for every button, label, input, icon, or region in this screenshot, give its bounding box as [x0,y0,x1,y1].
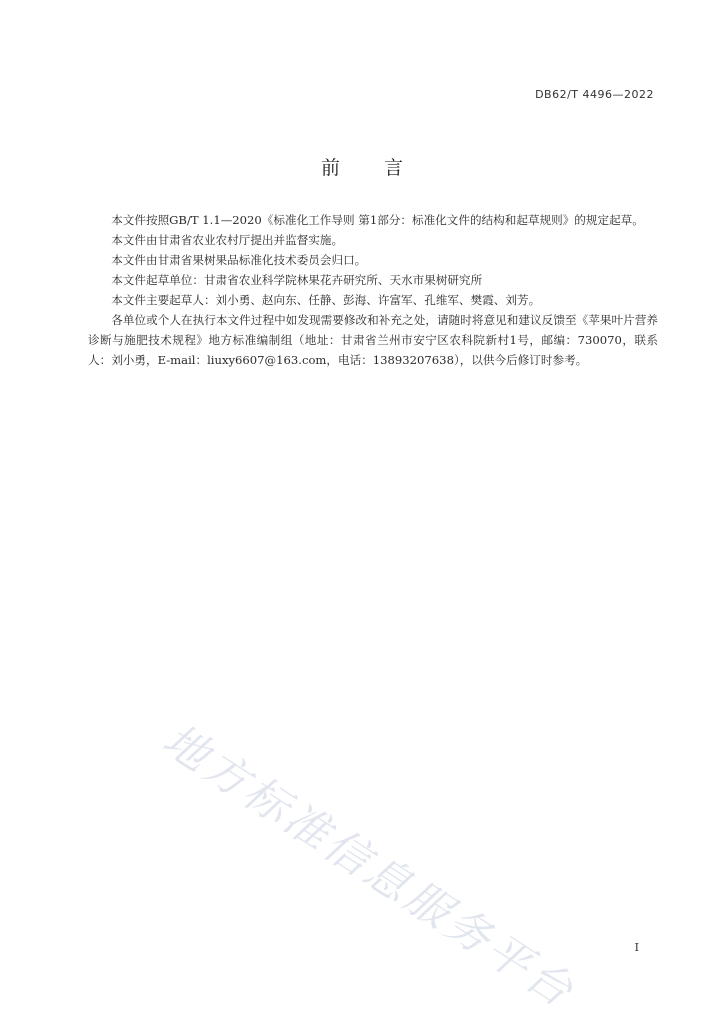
page-number: I [634,941,639,954]
title-char-2: 言 [384,157,404,179]
paragraph-drafting-rules: 本文件按照GB/T 1.1—2020《标准化工作导则 第1部分：标准化文件的结构和起草规则》的规定起草。 [111,213,644,227]
paragraph-drafting-units: 本文件起草单位：甘肃省农业科学院林果花卉研究所、天水市果树研究所 [111,273,483,287]
watermark: 地方标准信息服务平台 [153,714,584,1019]
paragraph-committee: 本文件由甘肃省果树果品标准化技术委员会归口。 [111,253,367,267]
paragraph-drafters: 本文件主要起草人：刘小勇、赵向东、任静、彭海、许富军、孔维军、樊霞、刘芳。 [111,293,541,307]
paragraph-proposer: 本文件由甘肃省农业农村厅提出并监督实施。 [111,233,344,247]
foreword-body [88,210,658,370]
paragraph-feedback: 各单位或个人在执行本文件过程中如发现需要修改和补充之处，请随时将意见和建议反馈至《苹果叶片营养诊断与施肥技术规程》地方标准编制组（地址：甘肃省兰州市安宁区农科院新村1号，邮编：730070，联系人：刘小勇，E-mail：liuxy6607@163.com，电话：13893207638），以供今后修订时参考。 [88,313,658,367]
title-char-1: 前 [320,157,340,179]
page-title [0,153,724,180]
document-code: DB62/T 4496—2022 [535,88,654,101]
